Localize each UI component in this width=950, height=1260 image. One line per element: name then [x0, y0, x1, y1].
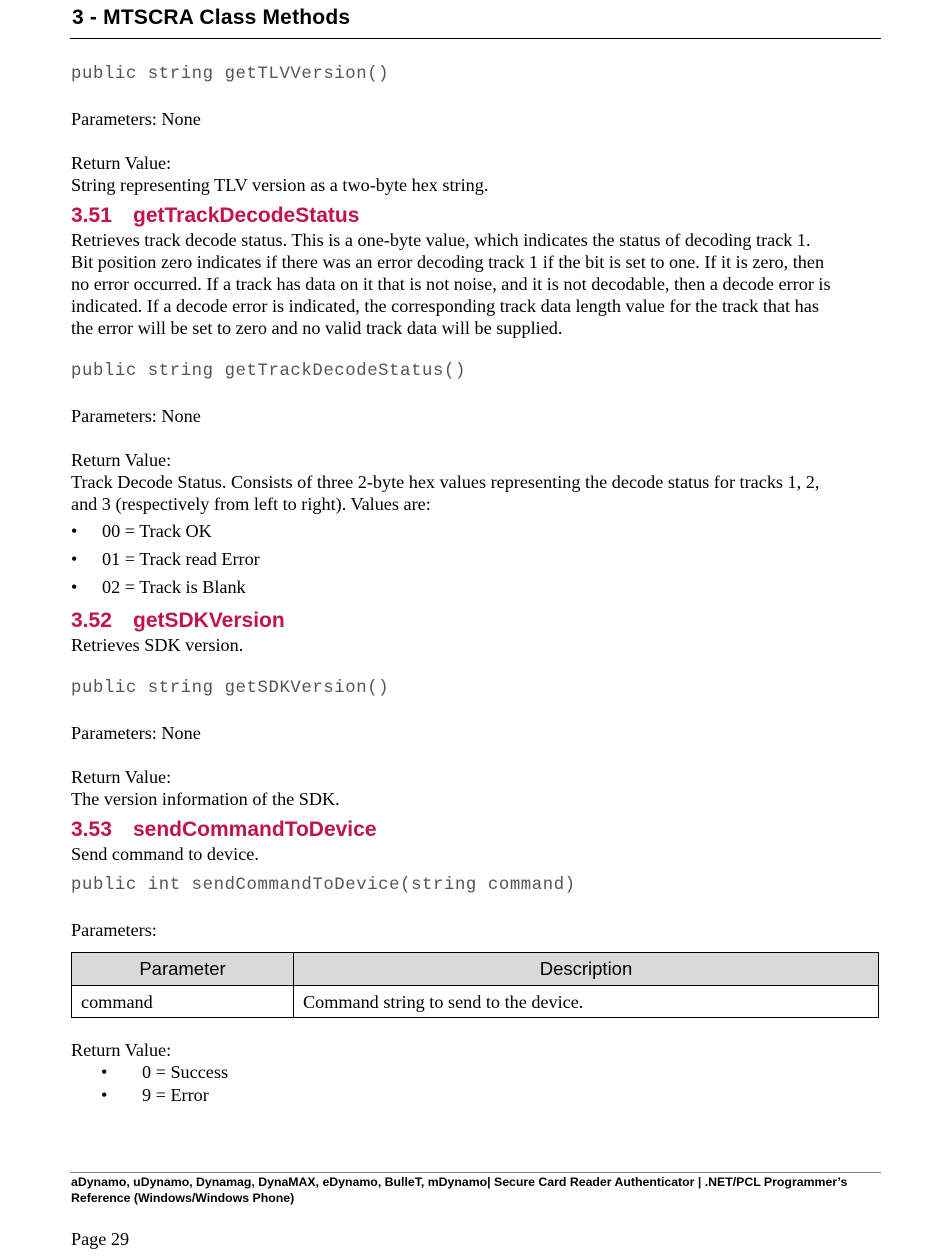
bullet-icon: • [71, 549, 78, 569]
parameters-none-text: Parameters: None [71, 406, 201, 426]
table-cell-description: Command string to send to the device. [294, 986, 879, 1018]
section-description: Retrieves SDK version. [71, 635, 244, 655]
return-values-list [71, 1061, 879, 1107]
description-line: the error will be set to zero and no valid track data will be supplied. [71, 318, 563, 338]
footer-line: Reference (Windows/Windows Phone) [71, 1191, 295, 1205]
decode-status-list [71, 517, 879, 601]
list-item-text: 0 = Success [142, 1062, 229, 1082]
list-item [71, 517, 879, 545]
description-line: indicated. If a decode error is indicated, the corresponding track data length value for the track that has [71, 296, 819, 316]
list-item [71, 1084, 879, 1107]
running-header-title: 3 - MTSCRA Class Methods [72, 6, 351, 29]
column-header-description: Description [294, 953, 879, 986]
return-value-label: Return Value: [71, 450, 172, 470]
section-number: 3.52 [71, 609, 112, 632]
page-number: Page 29 [71, 1229, 130, 1249]
method-signature-getsdkversion: public string getSDKVersion() [71, 679, 390, 698]
bullet-icon: • [101, 1062, 108, 1082]
bullet-icon: • [71, 521, 78, 541]
return-value-label: Return Value: [71, 1040, 172, 1060]
description-line: no error occurred. If a track has data on it that is not noise, and it is not decodable, then a decode error is [71, 274, 831, 294]
table-header-row [72, 953, 879, 986]
header-rule [70, 38, 881, 39]
parameters-table [71, 952, 879, 1018]
list-item [71, 1061, 879, 1084]
method-signature-gettrackdecodestatus: public string getTrackDecodeStatus() [71, 362, 466, 381]
return-value-text: The version information of the SDK. [71, 789, 340, 809]
list-item-text: 01 = Track read Error [102, 549, 260, 569]
section-heading-3-53 [71, 817, 879, 843]
parameters-label: Parameters: [71, 920, 157, 940]
list-item-text: 9 = Error [142, 1085, 209, 1105]
section-number: 3.53 [71, 818, 112, 841]
section-description: Send command to device. [71, 844, 259, 864]
list-item-text: 02 = Track is Blank [102, 577, 246, 597]
column-header-parameter: Parameter [72, 953, 294, 986]
page-content [71, 64, 879, 1107]
list-item-text: 00 = Track OK [102, 521, 212, 541]
table-cell-parameter: command [72, 986, 294, 1018]
method-signature-gettlvversion: public string getTLVVersion() [71, 65, 390, 84]
footer-line: aDynamo, uDynamo, Dynamag, DynaMAX, eDynamo, BulleT, mDynamo| Secure Card Reader Authenticator | .NET/PCL Programmer’s [71, 1175, 848, 1189]
section-name: getTrackDecodeStatus [133, 204, 360, 227]
section-number: 3.51 [71, 204, 112, 227]
description-line: Bit position zero indicates if there was an error decoding track 1 if the bit is set to one. If it is zero, then [71, 252, 825, 272]
section-name: sendCommandToDevice [133, 818, 377, 841]
return-value-label: Return Value: [71, 153, 172, 173]
list-item [71, 573, 879, 601]
footer-text [71, 1174, 871, 1206]
bullet-icon: • [71, 577, 78, 597]
parameters-none-text: Parameters: None [71, 109, 201, 129]
section-heading-3-51 [71, 203, 879, 229]
table-row [72, 986, 879, 1018]
section-name: getSDKVersion [133, 609, 285, 632]
method-signature-sendcommandtodevice: public int sendCommandToDevice(string command) [71, 876, 576, 895]
return-value-line: and 3 (respectively from left to right). Values are: [71, 494, 431, 514]
return-value-text: String representing TLV version as a two-byte hex string. [71, 175, 489, 195]
bullet-icon: • [101, 1085, 108, 1105]
description-line: Retrieves track decode status. This is a one-byte value, which indicates the status of decoding track 1. [71, 230, 811, 250]
parameters-none-text: Parameters: None [71, 723, 201, 743]
footer-rule [70, 1172, 881, 1173]
return-value-line: Track Decode Status. Consists of three 2-byte hex values representing the decode status for tracks 1, 2, [71, 472, 820, 492]
section-heading-3-52 [71, 608, 879, 634]
return-value-label: Return Value: [71, 767, 172, 787]
list-item [71, 545, 879, 573]
